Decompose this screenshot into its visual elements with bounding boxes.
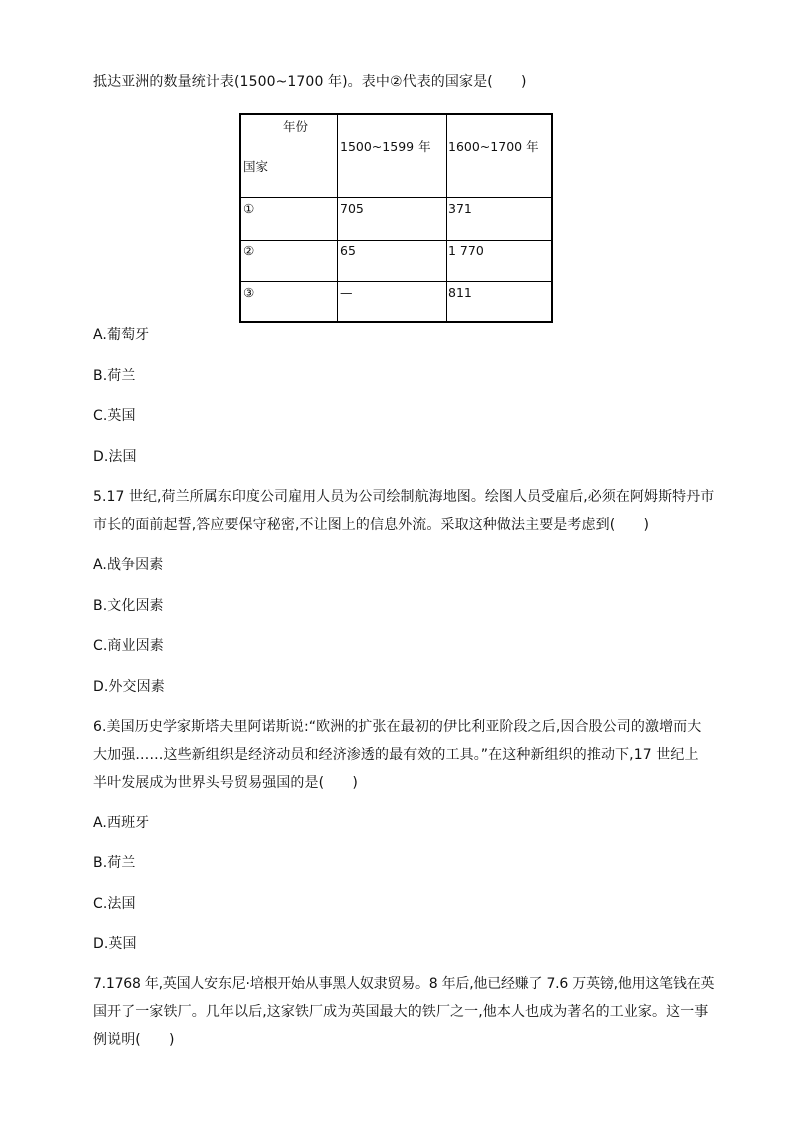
table-header-col2: 1600~1700 年 — [448, 139, 539, 154]
option-c: C.法国 — [93, 896, 136, 912]
table-row-label: ① — [243, 201, 255, 216]
option-a: A.葡萄牙 — [93, 327, 150, 343]
question-5-line: 市长的面前起誓,答应要保守秘密,不让图上的信息外流。采取这种做法主要是考虑到( ) — [93, 517, 650, 533]
table-divider — [337, 115, 338, 321]
table-corner-year: 年份 — [283, 119, 309, 134]
question-5-line: 5.17 世纪,荷兰所属东印度公司雇用人员为公司绘制航海地图。绘图人员受雇后,必须在阿姆斯特丹市 — [93, 489, 715, 505]
table-divider — [241, 197, 551, 198]
table-divider — [446, 115, 447, 321]
table-cell: 705 — [340, 201, 364, 216]
option-d: D.英国 — [93, 936, 137, 952]
option-b: B.荷兰 — [93, 368, 136, 384]
option-a: A.战争因素 — [93, 557, 164, 573]
table-row-label: ② — [243, 243, 255, 258]
option-d: D.外交因素 — [93, 679, 165, 695]
question-intro-line: 抵达亚洲的数量统计表(1500~1700 年)。表中②代表的国家是( ) — [93, 74, 527, 90]
question-6-line: 大加强……这些新组织是经济动员和经济渗透的最有效的工具。”在这种新组织的推动下,17 世纪上 — [93, 747, 699, 763]
table-cell: — — [340, 285, 353, 300]
option-d: D.法国 — [93, 449, 137, 465]
table-cell: 371 — [448, 201, 472, 216]
question-7-line: 国开了一家铁厂。几年以后,这家铁厂成为英国最大的铁厂之一,他本人也成为著名的工业家。这一事 — [93, 1004, 709, 1020]
table-cell: 65 — [340, 243, 356, 258]
question-6-line: 半叶发展成为世界头号贸易强国的是( ) — [93, 775, 358, 791]
table-cell: 811 — [448, 285, 472, 300]
table-header-col1: 1500~1599 年 — [340, 139, 431, 154]
question-7-line: 例说明( ) — [93, 1032, 175, 1048]
question-7-line: 7.1768 年,英国人安东尼·培根开始从事黑人奴隶贸易。8 年后,他已经赚了 7.6 万英镑,他用这笔钱在英 — [93, 976, 715, 992]
option-c: C.英国 — [93, 408, 136, 424]
option-c: C.商业因素 — [93, 638, 164, 654]
option-b: B.荷兰 — [93, 855, 136, 871]
table-divider — [241, 240, 551, 241]
table-row-label: ③ — [243, 285, 255, 300]
table-corner-country: 国家 — [243, 159, 269, 174]
table-cell: 1 770 — [448, 243, 484, 258]
table-divider — [241, 281, 551, 282]
statistics-table — [239, 113, 553, 323]
option-a: A.西班牙 — [93, 815, 150, 831]
option-b: B.文化因素 — [93, 598, 164, 614]
question-6-line: 6.美国历史学家斯塔夫里阿诺斯说:“欧洲的扩张在最初的伊比利亚阶段之后,因合股公司的激增而大 — [93, 719, 702, 735]
